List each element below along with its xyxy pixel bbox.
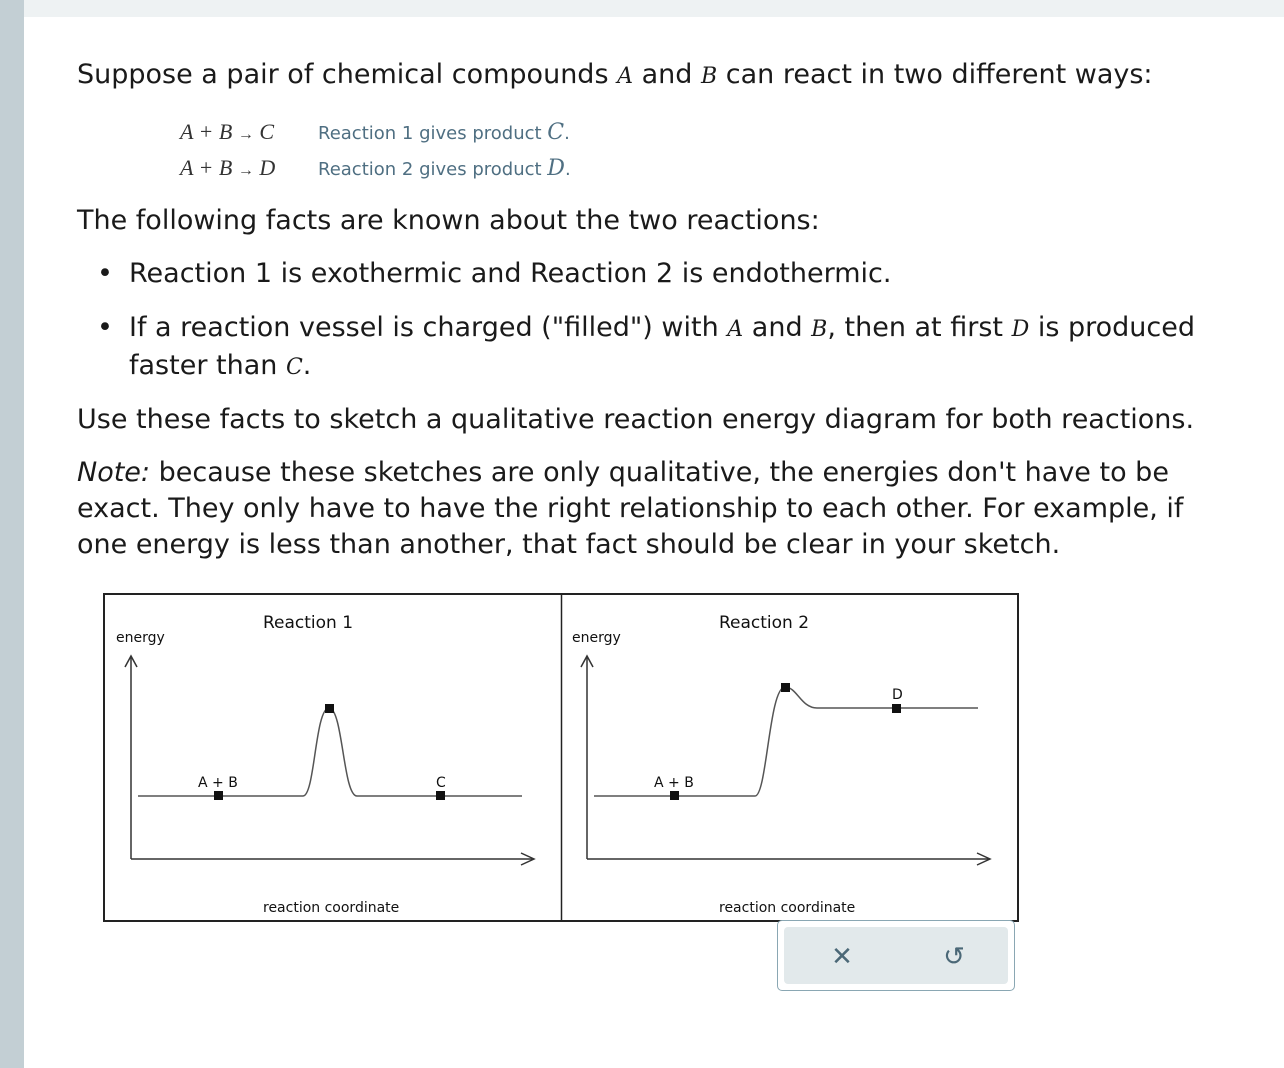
top-bar (24, 0, 1284, 17)
intro-text: Suppose a pair of chemical compounds A and B can react in two different ways: (77, 59, 1153, 90)
undo-icon: ↺ (943, 942, 965, 972)
energy-diagram-canvas[interactable] (103, 593, 1019, 922)
reaction-2-reactant-label: A + B (654, 775, 694, 791)
clear-button[interactable] (822, 940, 862, 974)
reaction-2-energy-curve (594, 687, 978, 796)
note-text: Note: because these sketches are only qualitative, the energies don't have to be exact. They only have to have the right relationship to each other. For example, if one energy is less than another, that fact should be clear in your sketch. (77, 457, 1184, 560)
note-label: Note: (77, 457, 151, 488)
reaction-1-equation: A + B → C (180, 119, 275, 144)
reaction-2-energy-label: energy (572, 630, 621, 646)
reaction-1-note: Reaction 1 gives product C. (318, 119, 570, 145)
diagram-controls (777, 920, 1015, 991)
reaction-1-energy-curve (138, 708, 522, 796)
diagram-controls-inner (784, 927, 1008, 984)
reaction-1-title: Reaction 1 (263, 613, 354, 633)
reaction-1-reactant-label: A + B (198, 775, 238, 791)
reaction-2-product-label: D (892, 687, 903, 703)
reaction-1-product-marker[interactable] (436, 791, 445, 800)
undo-button[interactable] (934, 940, 974, 974)
energy-diagram-svg[interactable] (105, 595, 1017, 920)
reaction-equations (180, 114, 571, 186)
reaction-1-panel[interactable] (116, 613, 534, 916)
reaction-2-panel[interactable] (572, 613, 990, 916)
reaction-2-row (180, 150, 571, 186)
reaction-1-transition-marker[interactable] (325, 704, 334, 713)
reaction-2-product-marker[interactable] (892, 704, 901, 713)
reaction-2-transition-marker[interactable] (781, 683, 790, 692)
fact-1: • Reaction 1 is exothermic and Reaction 2 is endothermic. (77, 256, 1195, 292)
left-scroll-region (0, 0, 24, 1068)
reaction-1-product-label: C (436, 775, 446, 791)
reaction-1-x-label: reaction coordinate (263, 900, 400, 916)
close-icon: ✕ (831, 942, 853, 972)
reaction-2-note: Reaction 2 gives product D. (318, 155, 571, 181)
reaction-1-reactant-marker[interactable] (214, 791, 223, 800)
reaction-2-x-label: reaction coordinate (719, 900, 856, 916)
instruction-text: Use these facts to sketch a qualitative reaction energy diagram for both reactions. (77, 404, 1195, 435)
reaction-1-energy-label: energy (116, 630, 165, 646)
facts-list (77, 256, 1195, 386)
facts-intro: The following facts are known about the two reactions: (77, 205, 820, 236)
reaction-1-row (180, 114, 571, 150)
reaction-2-equation: A + B → D (180, 155, 276, 180)
reaction-2-reactant-marker[interactable] (670, 791, 679, 800)
fact-2: • If a reaction vessel is charged ("filled") with A and B, then at first D is produced faster than C. (77, 310, 1195, 386)
reaction-2-title: Reaction 2 (719, 613, 810, 633)
